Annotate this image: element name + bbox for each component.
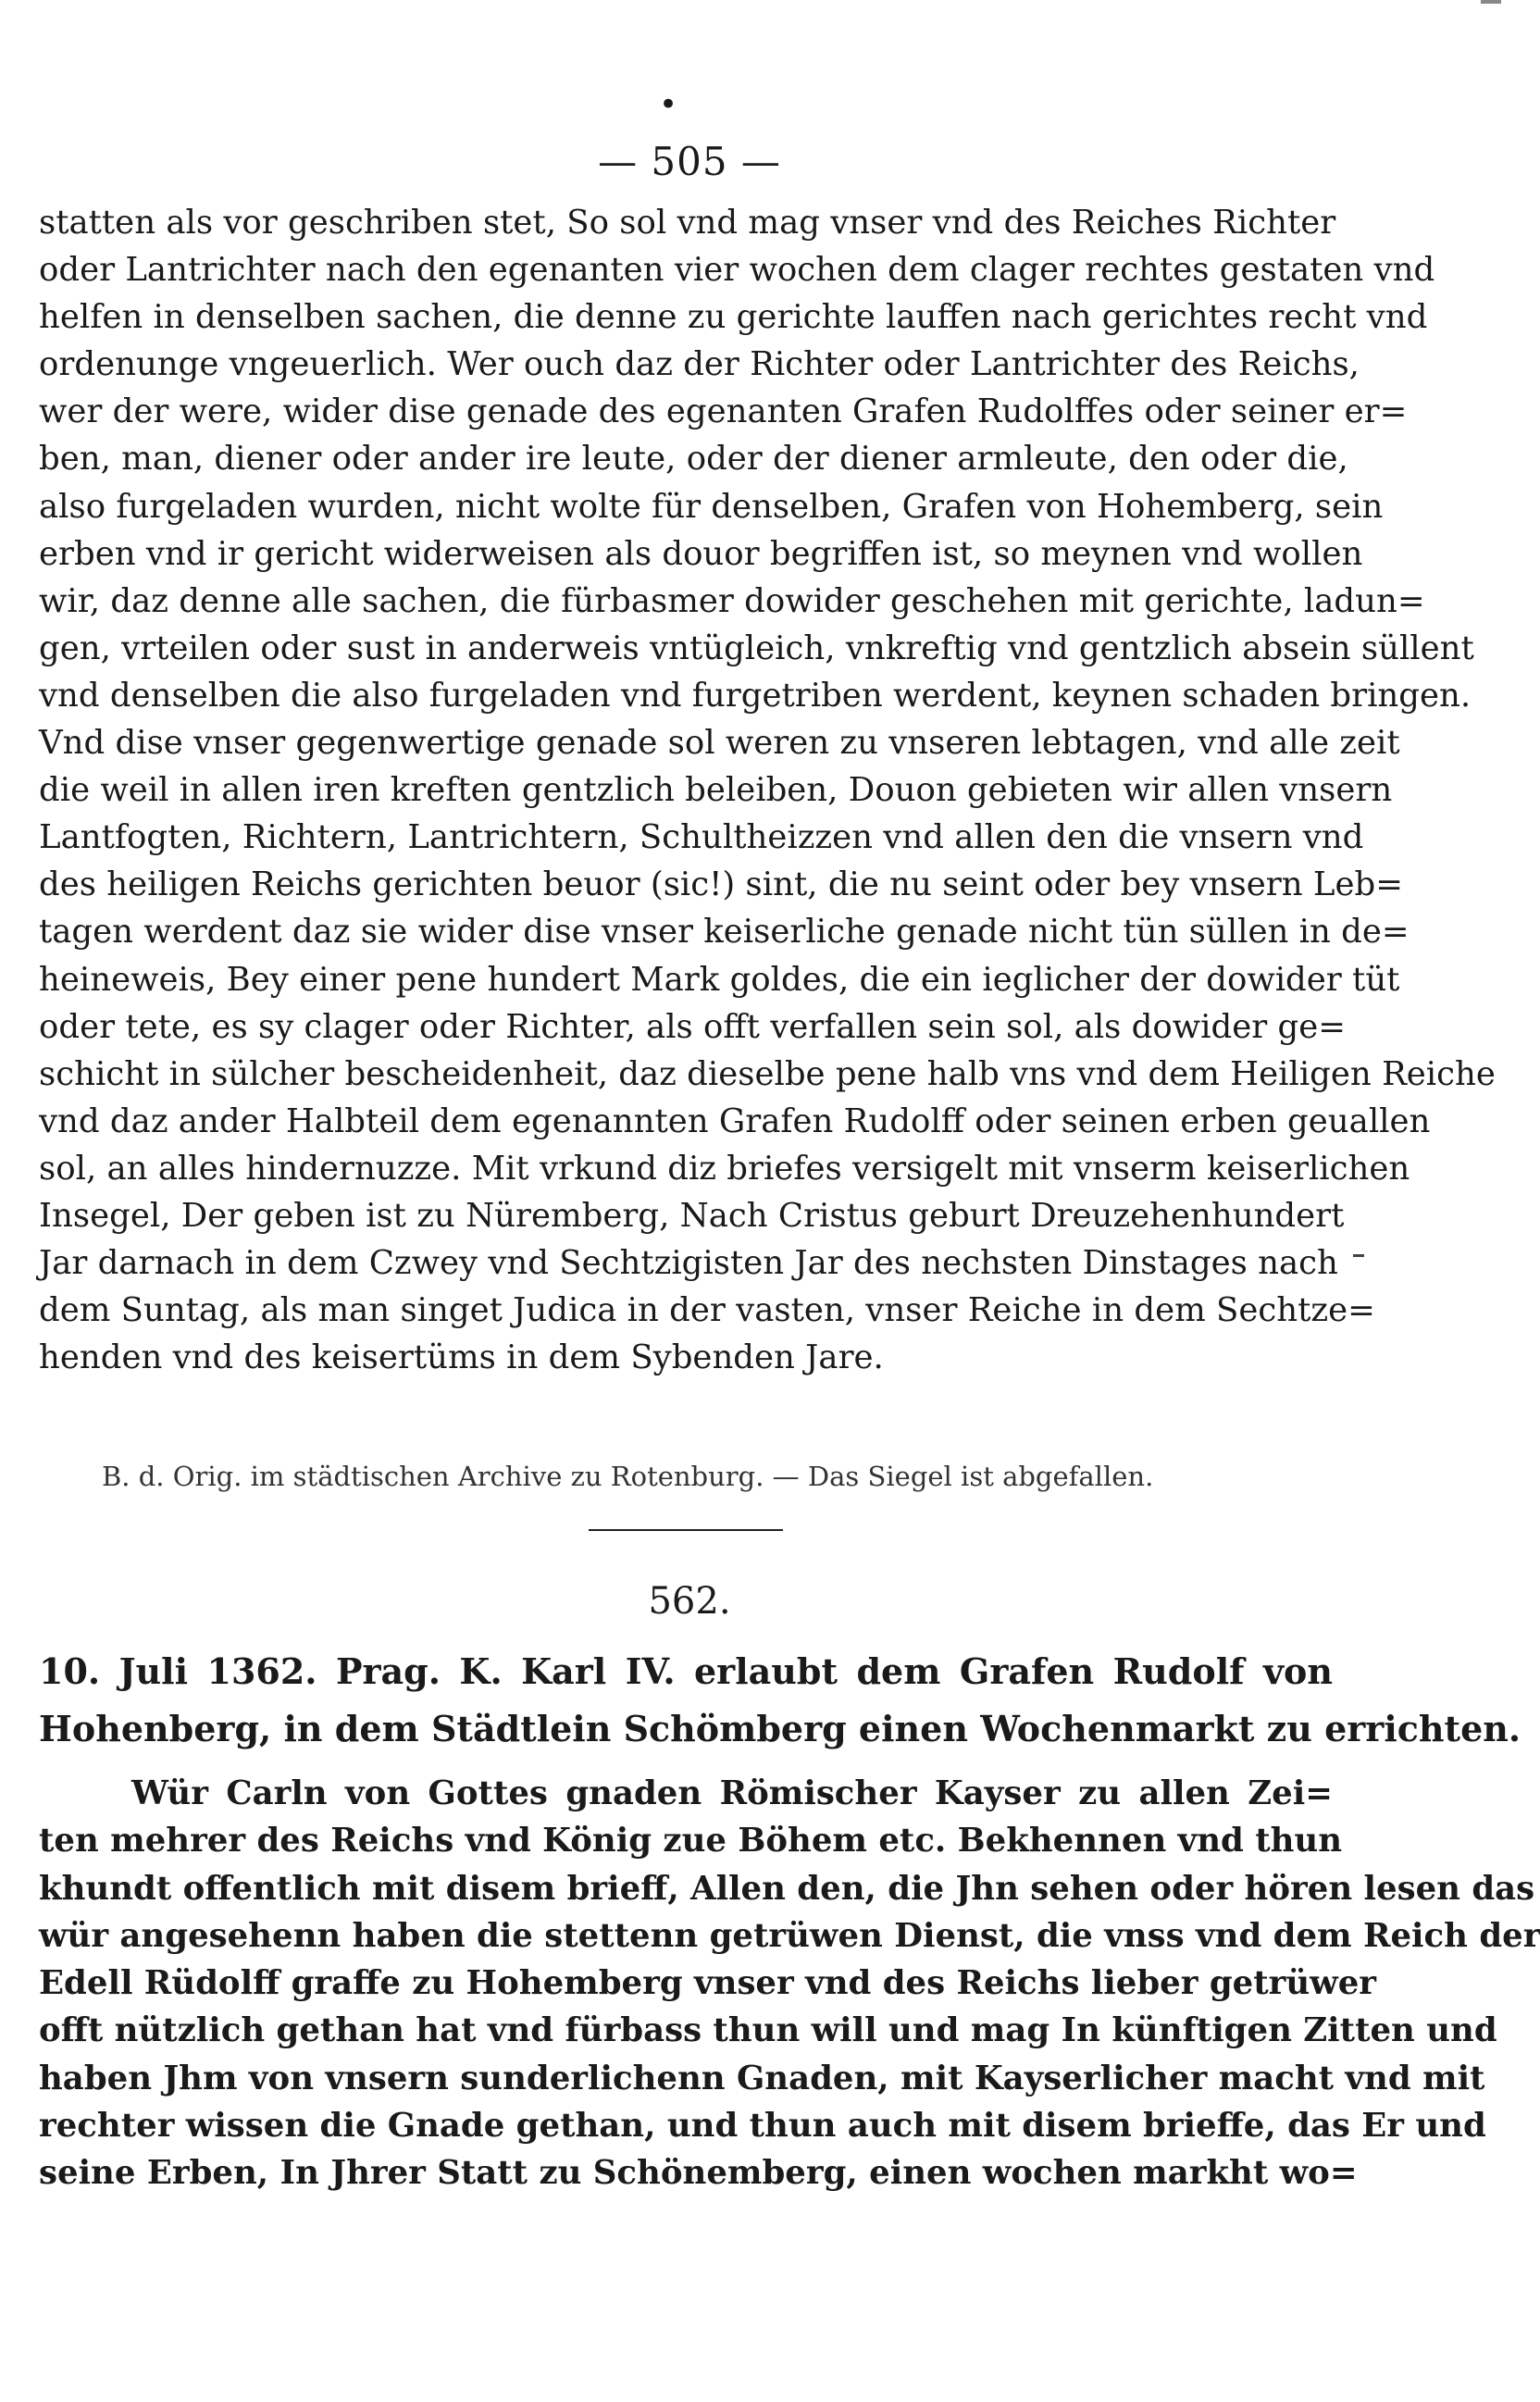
text-line: vnd denselben die also furgeladen vnd furgetriben werdent, keynen schaden bringen. [39, 676, 1472, 715]
text-line: also furgeladen wurden, nicht wolte für denselben, Grafen von Hohemberg, sein [39, 487, 1384, 526]
text-line: wir, daz denne alle sachen, die fürbasmer dowider geschehen mit gerichte, ladun= [39, 581, 1425, 620]
regest-heading [39, 1643, 1521, 1758]
charter-line: offt nützlich gethan hat vnd fürbass thun will und mag In künftigen Zitten und [39, 2011, 1497, 2050]
text-line: statten als vor geschriben stet, So sol vnd mag vnser vnd des Reiches Richter [39, 204, 1336, 242]
regest-line: Hohenberg, in dem Städtlein Schömberg einen Wochenmarkt zu errichten. [39, 1708, 1521, 1749]
text-line: dem Suntag, als man singet Judica in der vasten, vnser Reiche in dem Sechtze= [39, 1291, 1375, 1330]
charter-line: Wür Carln von Gottes gnaden Römischer Kayser zu allen Zei= [131, 1774, 1333, 1812]
text-line: oder tete, es sy clager oder Richter, als offt verfallen sein sol, als dowider ge= [39, 1007, 1346, 1046]
header-dot: • [659, 86, 678, 123]
charter-line: rechter wissen die Gnade gethan, und thun auch mit disem brieffe, das Er und [39, 2107, 1486, 2146]
text-line: Vnd dise vnser gegenwertige genade sol weren zu vnseren lebtagen, vnd alle zeit [39, 724, 1400, 763]
margin-mark [1353, 1254, 1364, 1257]
text-line: Jar darnach in dem Czwey vnd Sechtzigisten Jar des nechsten Dinstages nach [39, 1244, 1338, 1283]
text-line: erben vnd ir gericht widerweisen als douor begriffen ist, so meynen vnd wollen [39, 534, 1363, 573]
text-line: helfen in denselben sachen, die denne zu gerichte lauffen nach gerichtes recht vnd [39, 298, 1428, 337]
continuation-text [39, 199, 1496, 1381]
charter-line: seine Erben, In Jhrer Statt zu Schönemberg, einen wochen markht wo= [39, 2154, 1358, 2193]
regest-line: 10. Juli 1362. Prag. K. Karl IV. erlaubt dem Grafen Rudolf von [39, 1650, 1333, 1692]
text-line: heineweis, Bey einer pene hundert Mark goldes, die ein ieglicher der dowider tüt [39, 960, 1400, 999]
document-number: 562. [648, 1580, 731, 1623]
text-line: oder Lantrichter nach den egenanten vier wochen dem clager rechtes gestaten vnd [39, 251, 1435, 290]
charter-line: wür angesehenn haben die stettenn getrüwen Dienst, die vnss vnd dem Reich der [39, 1916, 1540, 1955]
scan-edge-mark [1481, 0, 1501, 4]
charter-line: khundt offentlich mit disem brieff, Allen den, die Jhn sehen oder hören lesen das [39, 1869, 1535, 1908]
text-line: ben, man, diener oder ander ire leute, oder der diener armleute, den oder die, [39, 440, 1348, 479]
text-line: sol, an alles hindernuzze. Mit vrkund diz briefes versigelt mit vnserm keiserlichen [39, 1149, 1410, 1188]
text-line: schicht in sülcher bescheidenheit, daz dieselbe pene halb vns vnd dem Heiligen Reiche [39, 1054, 1496, 1093]
text-line: henden vnd des keisertüms in dem Sybenden Jare. [39, 1338, 884, 1377]
text-line: die weil in allen iren kreften gentzlich beleiben, Douon gebieten wir allen vnsern [39, 771, 1393, 810]
text-line: Insegel, Der geben ist zu Nüremberg, Nach Cristus geburt Dreuzehenhundert [39, 1196, 1345, 1235]
text-line: wer der were, wider dise genade des egenanten Grafen Rudolffes oder seiner er= [39, 392, 1408, 431]
charter-line: haben Jhm von vnsern sunderlichenn Gnaden, mit Kayserlicher macht vnd mit [39, 2059, 1485, 2097]
text-line: ordenunge vngeuerlich. Wer ouch daz der Richter oder Lantrichter des Reichs, [39, 345, 1360, 384]
charter-line: ten mehrer des Reichs vnd König zue Böhem etc. Bekhennen vnd thun [39, 1822, 1343, 1861]
charter-line: Edell Rüdolff graffe zu Hohemberg vnser vnd des Reichs lieber getrüwer [39, 1964, 1376, 2003]
text-line: des heiligen Reichs gerichten beuor (sic!) sint, die nu seint oder bey vnsern Leb= [39, 865, 1403, 904]
charter-text [39, 1770, 1540, 2197]
text-line: tagen werdent daz sie wider dise vnser keiserliche genade nicht tün süllen in de= [39, 913, 1410, 952]
source-note: B. d. Orig. im städtischen Archive zu Rotenburg. — Das Siegel ist abgefallen. [102, 1461, 1154, 1492]
page-number: — 505 — [598, 139, 781, 184]
text-line: gen, vrteilen oder sust in anderweis vntügleich, vnkreftig vnd gentzlich absein süllent [39, 629, 1474, 667]
text-line: vnd daz ander Halbteil dem egenannten Grafen Rudolff oder seinen erben geuallen [39, 1101, 1431, 1140]
text-line: Lantfogten, Richtern, Lantrichtern, Schultheizzen vnd allen den die vnsern vnd [39, 818, 1364, 857]
section-divider [589, 1529, 783, 1531]
